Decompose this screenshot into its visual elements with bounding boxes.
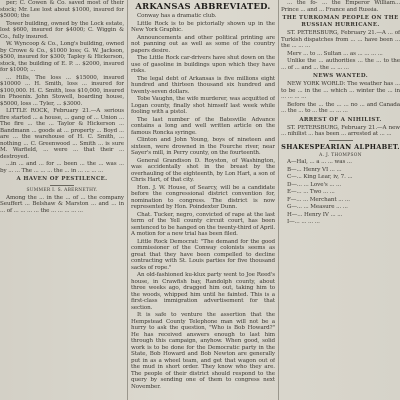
alphabet-line: A—Hal, ... a ... ... was ... xyxy=(287,159,352,165)
right-paragraph: Unlike the ... authorities ... the ... to the ... of ... and ... the ... ... ... xyxy=(281,58,400,71)
alphabet-line: G—... ... Measure ... ... xyxy=(287,204,348,210)
alphabet-line: C—... King Lear, iv, 7. ... xyxy=(287,174,353,180)
middle-column xyxy=(131,0,275,400)
right-section-heading: THE TURKOMAN PEOPLE ON THE RUSSIAN HURRICANE. xyxy=(282,15,399,28)
left-paragraph: LITTLE ROCK, February 21.—A serious fire started ... a house, ... gang of ... Union ... The fire ... the ... Taylor & Hickerson ... Bandmann ... goods at ... property ... Boyd ... are ... the warehouse of H. C. Smith, ... nothing ... C. Greenwood ... Smith ... is sure M. Warfield, ... were ... that their ... destroyed. xyxy=(0,108,124,160)
left-paragraph: W. Wyncoop & Co., Long's building, owned by Crowe & Co., $1000 loss; G. W. Jackson, $500, insured for $300; Tapley & Hickerson, stock, the building of E. P. ... $2000, insured for $1000; ... xyxy=(0,41,124,73)
right-paragraph: NEW YORK WORLD: The weather has ... to be ... in the ... which ... winter the ... in ... ... ... ... xyxy=(281,81,400,100)
right-paragraph: Before the ... the ... ... no ... and Canada ... the ... to ... the ... ... ... xyxy=(281,101,400,114)
right-column xyxy=(281,0,400,400)
alphabet-line: B—... Henry VI ... ... xyxy=(287,166,342,173)
article-paragraph: The legal debt of Arkansas is five millions eight hundred and thirteen thousand six hundred and twenty-seven dollars. xyxy=(131,75,275,95)
left-paragraph: Tower building, owned by the Lock estate, lost $600, insured for $4000; C. Wiggin & Co., fully insured. xyxy=(0,20,124,40)
alphabet-line: I—... ... ... ... xyxy=(287,219,320,225)
left-column xyxy=(0,0,124,400)
article-paragraph: Hon. J. W. House, of Searcy, will be a candidate before the congressional district convention for, nomination to congress. The district is now represented by Hon. Poindexter Dunn. xyxy=(131,184,275,210)
left-paragraph: per; C. Cowen & Co. saved most of their stock; Mr. Lee lost about $1000, insured for $5000; the xyxy=(0,0,124,19)
article-paragraph: The last number of the Batesville Advance contains a long and well written article on the famous Roncka syringe. xyxy=(131,116,275,136)
article-paragraph: An old-fashioned ku-klux party went to Joe Reed's house, in Crawfish bay, Randolph county, about three weeks ago, dragged him out, taking him to the woods, whipped him until he fainted. This is a first-class immigration advertisement for that section. xyxy=(131,272,275,311)
article-paragraph: General Grandison D. Royston, of Washington, was accidentally shot in the breast by the overhauling of the eighteenth, by Lon Hart, a son of Chris Hart, of that city. xyxy=(131,157,275,183)
article-paragraph: The Little Rock car-drivers have shut down on the use of gasoline in buildings upon which they have risks. xyxy=(131,55,275,74)
article-headline: ARKANSAS ABBREVIATED. xyxy=(135,1,271,11)
right-section-heading: ARREST OF A NIHILIST. xyxy=(299,116,382,123)
right-paragraph: ... the fo- ... the Emperor William... Prince ... and ... France and Russia. xyxy=(281,0,400,13)
right-paragraph: ST. PETERSBURG, February 21.—A new ... nihilist ... has been ... arrested at ... ... xyxy=(281,124,400,137)
alphabet-line: F—... ... Merchant ... ... xyxy=(287,196,350,203)
column-rule xyxy=(278,0,279,400)
article-paragraph: Little Rock Democrat: "The demand for the good commissioner of the Conway colonists seems as great that they have been compelled to decline contracting with St. Louis parties for five thousand sacks of rope." xyxy=(131,238,275,271)
alphabet-line: E—... ... Two ... ... xyxy=(287,189,335,195)
article-paragraph: Little Rock is to be pictorially shown up in the New York Graphic. xyxy=(131,20,275,33)
alphabet-line: D—... ... Love's ... ... xyxy=(287,181,342,188)
article-paragraph: Conway has a dramatic club. xyxy=(137,13,217,19)
right-section-byline: A. J. THOMPSON xyxy=(319,152,362,158)
left-paragraph: ...in ... and ... for ... been ... the ... was ... by ... ... The ... ... ... the ... in ... ... ... ... xyxy=(0,161,124,174)
left-paragraph: ... Hills, The loss ... $15000, insured $10000 ... H. Smith, loss ... insured for $100,000. H. C. Smith, loss $10,000, insured in Phoenix. John Stowell, boarding house, $5000, loss ... Tyler, ... $3000. xyxy=(0,74,124,107)
article-paragraph: It is safe to venture the assertion that the Hempstead County Telephone man will not be a hurry to ask the question, "Who is Bob Howard?" He has received answers enough to last him through this campaign, anyhow. When good, solid work is to be done for the Democratic party in the State, Bob Howard and Bob Newton are generally put in as a wheel team, and get that wagon out of the mud in short order. They know who they are. The people of their district should respond to the query by sending one of them to congress next November. xyxy=(131,312,275,390)
article-paragraph: Announcements and other political printing are not panning out as well as some of the country papers desire. xyxy=(131,34,275,54)
column-rule xyxy=(127,0,128,400)
section-text: Among the ... in the ... of ... the company Seuffert ... Belshaw & Marston ... and ... in ... of ... ... ... ... the ... ... ... ... ... xyxy=(0,194,124,214)
right-section-headline: SHAKESPEARIAN ALPHABET. xyxy=(281,142,400,151)
section-heading: A HAVEN OF PESTILENCE. xyxy=(16,176,108,182)
section-byline: SUMMER I. S. ABERNETHY. xyxy=(26,188,98,193)
right-paragraph: Merv ... to ... Sultan ... as ... ... ... ... xyxy=(287,50,383,57)
article-paragraph: Tobe Vaughn, the wife murderer, was acquitted of Logan county, finally shot himself last week while fooling with a pistol. xyxy=(131,96,275,115)
divider xyxy=(50,185,74,186)
article-paragraph: Chat. Tucker, negro, convicted of rape at the last term of the Yell county circuit court, has been sentenced to be hanged on the twenty-third of April. A motion for a new trial has been filed. xyxy=(131,211,275,237)
alphabet-line: H—... Henry IV ... ... xyxy=(287,211,343,218)
right-section-heading: NEWS WANTED. xyxy=(313,73,368,79)
right-paragraph: ST. PETERSBURG, February 21.—A ... of Turkish dispatches from ... ... have been ... the ... ... ... xyxy=(281,30,400,49)
divider xyxy=(329,140,353,141)
article-paragraph: Clinton and John Young, boys of nineteen and sixteen, were drowned in the Fourche river, near Sayer's mill, in Perry county, on the fourteenth. xyxy=(131,137,275,156)
